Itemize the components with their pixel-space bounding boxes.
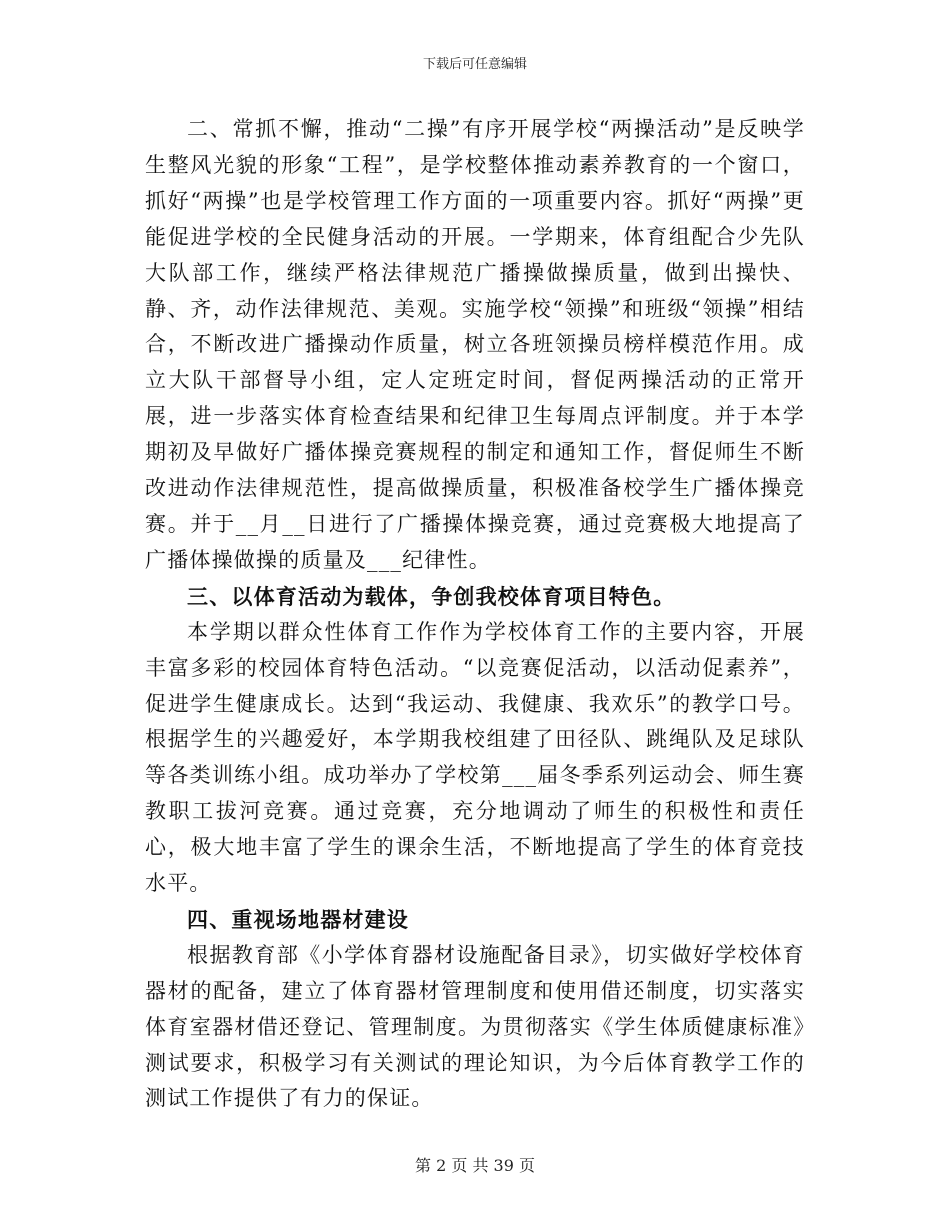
- document-body: [145, 112, 805, 1117]
- paragraph-section-two: 二、常抓不懈，推动“二操”有序开展学校“两操活动”是反映学生整风光貌的形象“工程”，是学校整体推动素养教育的一个窗口，抓好“两操”也是学校管理工作方面的一项重要内容。抓好“两操”更能促进学校的全民健身活动的开展。一学期来，体育组配合少先队大队部工作，继续严格法律规范广播操做操质量，做到出操快、静、齐，动作法律规范、美观。实施学校“领操”和班级“领操”相结合，不断改进广播操动作质量，树立各班领操员榜样模范作用。成立大队干部督导小组，定人定班定时间，督促两操活动的正常开展，进一步落实体育检查结果和纪律卫生每周点评制度。并于本学期初及早做好广播体操竞赛规程的制定和通知工作，督促师生不断改进动作法律规范性，提高做操质量，积极准备校学生广播体操竞赛。并于__月__日进行了广播操体操竞赛，通过竞赛极大地提高了广播体操做操的质量及___纪律性。: [145, 117, 805, 572]
- page-header-note: 下载后可任意编辑: [422, 57, 527, 72]
- heading-section-three: 三、以体育活动为载体，争创我校体育项目特色。: [187, 583, 676, 609]
- paragraph-section-four: 根据教育部《小学体育器材设施配备目录》，切实做好学校体育器材的配备，建立了体育器材管理制度和使用借还制度，切实落实体育室器材借还登记、管理制度。为贯彻落实《学生体质健康标准》测试要求，积极学习有关测试的理论知识，为今后体育教学工作的测试工作提供了有力的保证。: [145, 942, 805, 1111]
- heading-section-four: 四、重视场地器材建设: [187, 906, 409, 932]
- paragraph-section-three: 本学期以群众性体育工作作为学校体育工作的主要内容，开展丰富多彩的校园体育特色活动。“以竞赛促活动，以活动促素养”，促进学生健康成长。达到“我运动、我健康、我欢乐”的教学口号。根据学生的兴趣爱好，本学期我校组建了田径队、跳绳队及足球队等各类训练小组。成功举办了学校第___届冬季系列运动会、师生赛教职工拔河竞赛。通过竞赛，充分地调动了师生的积极性和责任心，极大地丰富了学生的课余生活，不断地提高了学生的体育竞技水平。: [145, 619, 805, 896]
- page-number: 第 2 页 共 39 页: [415, 1156, 535, 1175]
